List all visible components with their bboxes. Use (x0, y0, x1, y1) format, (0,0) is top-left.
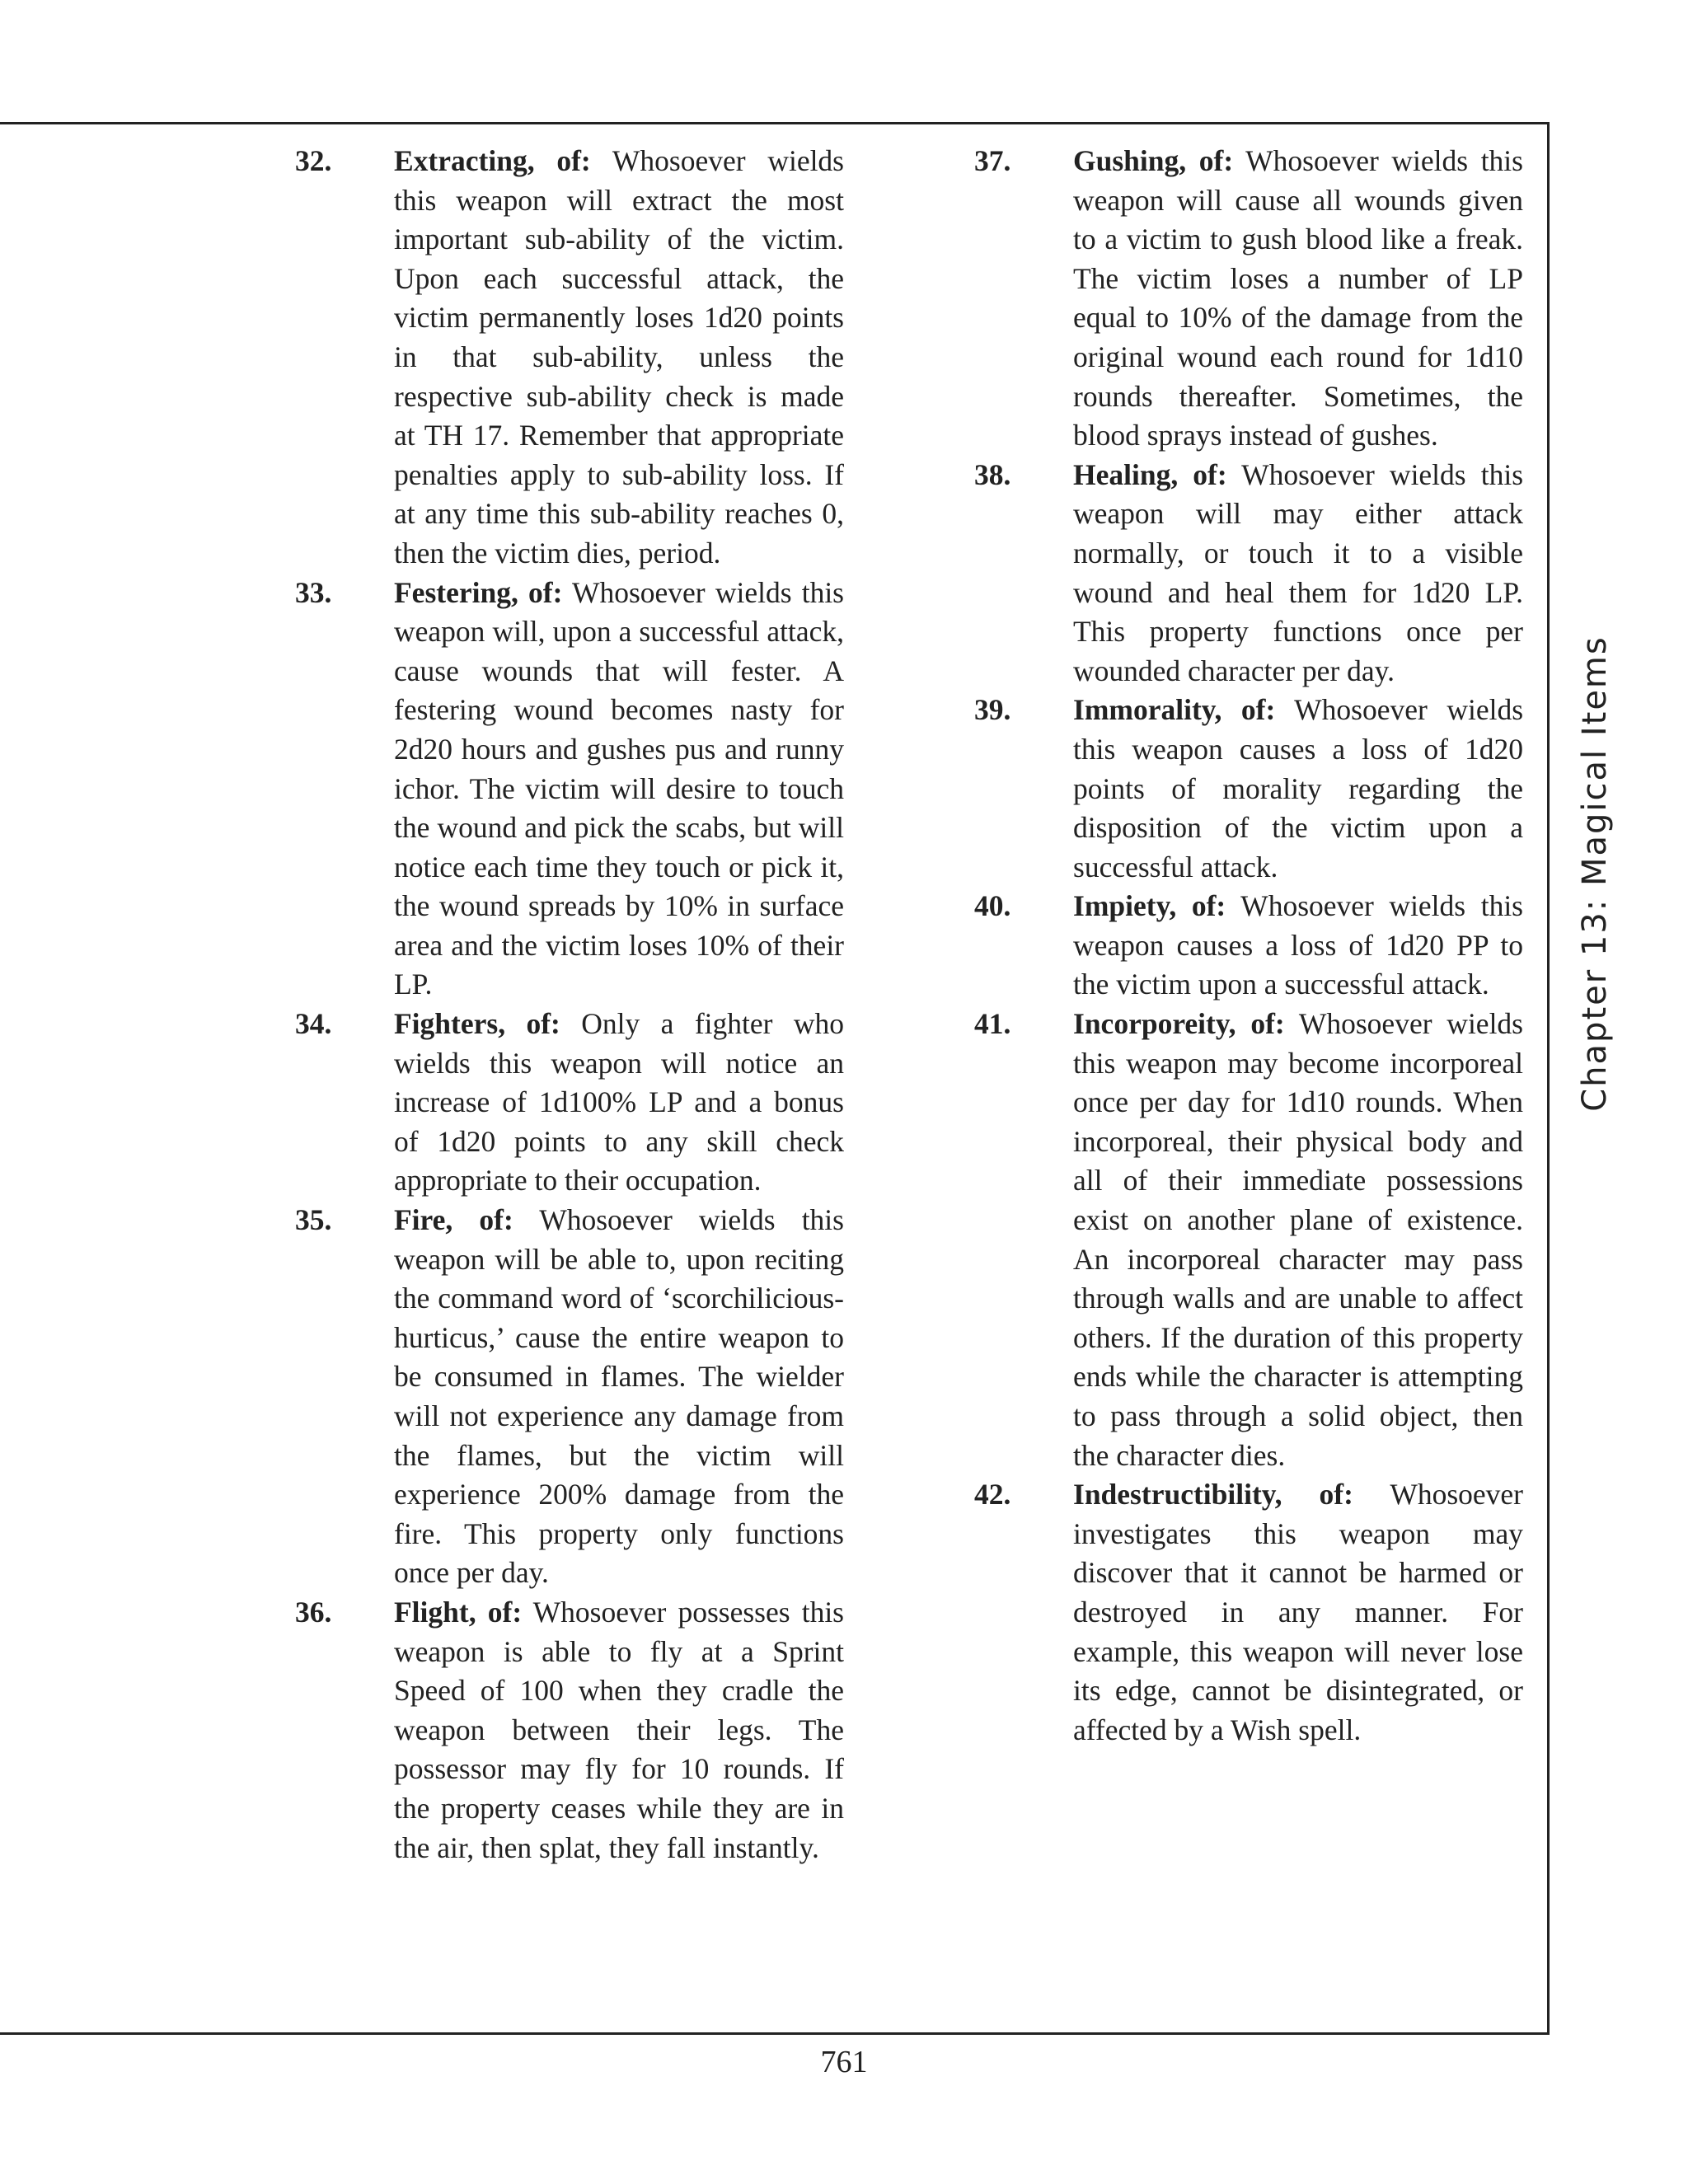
entry-text: Whosoever wields this weapon may become incorporeal once per day for 1d10 rounds. When incorporeal, their physical body and all of their immediate possessions exist on another plane of existence. An incorporeal character may pass through walls and are unable to affect others. If the duration of this property ends while the character is attempting to pass through a solid object, then the character dies. (1073, 1007, 1523, 1472)
entry-number: 35. (295, 1203, 332, 1237)
entry-term: Fire, of: (394, 1203, 513, 1237)
list-item (295, 142, 872, 574)
entry-term: Festering, of: (394, 575, 563, 609)
list-item (974, 691, 1551, 887)
page-frame-top (0, 122, 1550, 124)
entry-body (1073, 142, 1523, 456)
list-item (974, 1475, 1551, 1750)
left-column (295, 142, 872, 1868)
entry-text: Whosoever wields this weapon will cause all wounds given to a victim to gush blood like a freak. The victim loses a number of LP equal to 10% of the damage from the original wound each round for 1d10 rounds thereafter. Sometimes, the blood sprays instead of gushes. (1073, 144, 1523, 452)
list-item (295, 574, 872, 1005)
right-column (974, 142, 1551, 1750)
entry-text: Whosoever wields this weapon causes a loss of 1d20 points of morality regarding the disposition of the victim upon a successful attack. (1073, 693, 1524, 883)
entry-body (394, 1593, 844, 1868)
list-item (974, 887, 1551, 1005)
entry-body (394, 574, 844, 1005)
list-item (974, 456, 1551, 691)
list-item (974, 142, 1551, 456)
entry-text: Whosoever wields this weapon will extract the most important sub-ability of the victim. Upon each successful attack, the victim permanently loses 1d20 points in that sub-ability, unless the respective sub-ability check is made at TH 17. Remember that appropriate penalties apply to sub-ability loss. If at any time this sub-ability reaches 0, then the victim dies, period. (394, 144, 845, 569)
list-item (295, 1593, 872, 1868)
list-item (295, 1005, 872, 1201)
entry-body (1073, 887, 1523, 1005)
entry-term: Indestructibility, of: (1073, 1478, 1353, 1511)
page-number: 761 (820, 2045, 868, 2079)
entry-text: Whosoever wields this weapon will be able to, upon reciting the command word of ‘scorchilicious-hurticus,’ cause the entire weapon to be consumed in flames. The wielder will not experience any damage from the flames, but the victim will experience 200% damage from the fire. This property only functions once per day. (394, 1203, 844, 1590)
entry-number: 38. (974, 457, 1011, 491)
entry-text: Whosoever wields this weapon will, upon a successful attack, cause wounds that will fester. A festering wound becomes nasty for 2d20 hours and gushes pus and runny ichor. The victim will desire to touch the wound and pick the scabs, but will notice each time they touch or pick it, the wound spreads by 10% in surface area and the victim loses 10% of their LP. (394, 575, 844, 1001)
entry-body (394, 1201, 844, 1593)
entry-term: Impiety, of: (1073, 889, 1226, 923)
entry-text: Whosoever wields this weapon causes a loss of 1d20 PP to the victim upon a successful attack. (1073, 889, 1523, 1001)
entry-term: Immorality, of: (1073, 693, 1276, 727)
entry-body (1073, 456, 1523, 691)
entry-number: 42. (974, 1478, 1011, 1511)
list-item (974, 1005, 1551, 1475)
entry-term: Incorporeity, of: (1073, 1007, 1285, 1041)
entry-text: Whosoever wields this weapon will may either attack normally, or touch it to a visible wound and heal them for 1d20 LP. This property functions once per wounded character per day. (1073, 457, 1524, 687)
entry-number: 40. (974, 889, 1011, 923)
entry-term: Gushing, of: (1073, 144, 1234, 177)
entry-term: Fighters, of: (394, 1007, 560, 1041)
entry-number: 41. (974, 1007, 1011, 1041)
entry-body (394, 142, 844, 574)
page-frame-bottom (0, 2032, 1550, 2035)
entry-text: Whosoever investigates this weapon may discover that it cannot be harmed or destroyed in any manner. For example, this weapon will never lose its edge, cannot be disintegrated, or affected by a Wish spell. (1073, 1478, 1523, 1746)
entry-number: 32. (295, 144, 332, 177)
list-item (295, 1201, 872, 1593)
entry-term: Flight, of: (394, 1595, 523, 1629)
entry-body (1073, 691, 1523, 887)
entry-term: Extracting, of: (394, 144, 591, 177)
entry-body (1073, 1005, 1523, 1475)
entry-text: Only a fighter who wields this weapon will notice an increase of 1d100% LP and a bonus of 1d20 points to any skill check appropriate to their occupation. (394, 1007, 844, 1197)
entry-number: 37. (974, 144, 1011, 177)
entry-text: Whosoever possesses this weapon is able to fly at a Sprint Speed of 100 when they cradle the weapon between their legs. The possessor may fly for 10 rounds. If the property ceases while they are in the air, then splat, they fall instantly. (394, 1595, 844, 1864)
entry-number: 34. (295, 1007, 332, 1041)
entry-body (394, 1005, 844, 1201)
entry-number: 33. (295, 575, 332, 609)
entry-number: 39. (974, 693, 1011, 727)
chapter-title: Chapter 13: Magical Items (1576, 635, 1614, 1112)
entry-body (1073, 1475, 1523, 1750)
entry-term: Healing, of: (1073, 457, 1227, 491)
entry-number: 36. (295, 1595, 332, 1629)
